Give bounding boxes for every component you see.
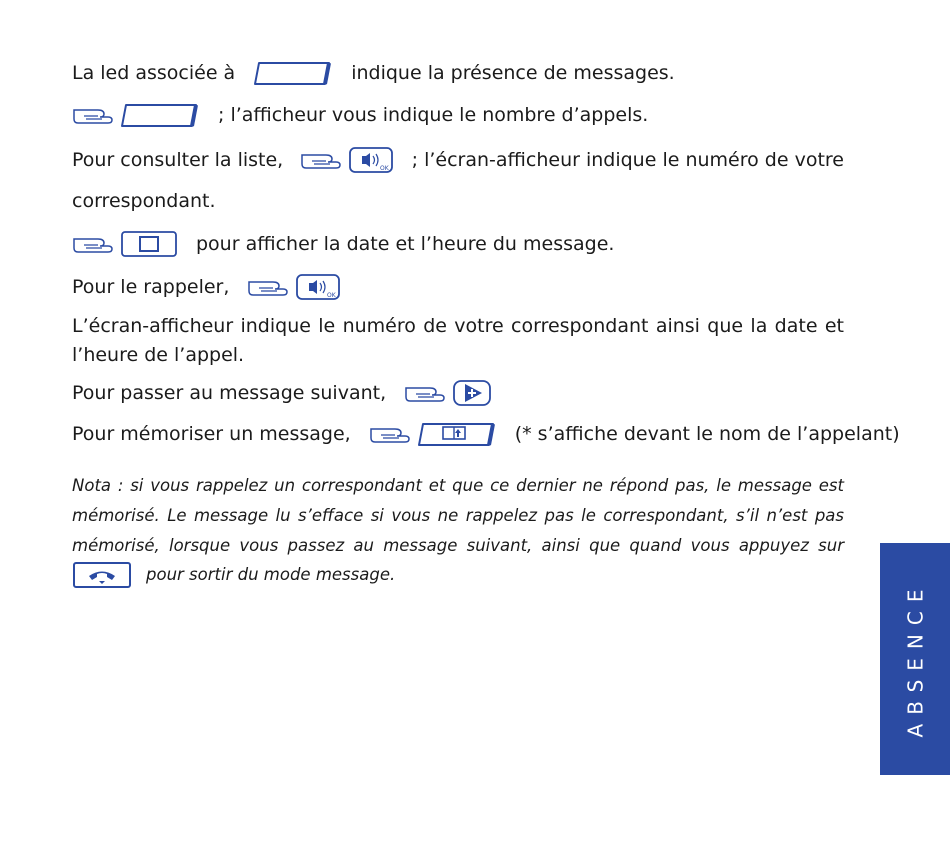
press-hand-icon — [404, 383, 448, 403]
display-info-text: L’écran-afficheur indique le numéro de votre correspondant ainsi que la date et — [72, 315, 844, 337]
nota-text-2: mémorisé. Le message lu s’efface si vous ne rappelez pas le correspondant, s’il n’est pas — [72, 506, 844, 525]
phonebook-key-icon — [417, 420, 497, 448]
paragraph-call-count — [72, 101, 648, 129]
display-info-cont-text: l’heure de l’appel. — [72, 344, 245, 366]
section-tab-label: ABSENCE — [903, 580, 928, 738]
square-bracket-key-icon — [120, 230, 178, 258]
paragraph-led-message — [72, 59, 675, 87]
save-message-text-after: (* s’affiche devant le nom de l’appelant) — [514, 423, 900, 445]
date-time-text: pour afficher la date et l’heure du message. — [196, 233, 615, 255]
paragraph-date-time — [72, 230, 614, 258]
next-message-text: Pour passer au message suivant, — [72, 382, 387, 404]
paragraph-display-info — [72, 312, 844, 341]
led-text: La led associée à — [72, 62, 236, 84]
nota-line-4 — [72, 560, 395, 590]
nota-text-3: mémorisé, lorsque vous passez au message suivant, ainsi que quand vous appuyez sur — [72, 536, 844, 555]
consult-text-after: ; l’écran-afficheur indique le numéro de votre — [411, 149, 844, 171]
nota-text-4: pour sortir du mode message. — [146, 565, 396, 584]
message-key-icon — [253, 59, 333, 87]
nota-line-1 — [72, 471, 844, 501]
svg-text:OK: OK — [327, 292, 337, 299]
led-text-after: indique la présence de messages. — [351, 62, 675, 84]
nota-text-1: Nota : si vous rappelez un correspondant et que ce dernier ne répond pas, le message est — [72, 476, 844, 495]
call-count-text: ; l’afficheur vous indique le nombre d’appels. — [218, 104, 649, 126]
paragraph-save-message — [72, 420, 900, 448]
paragraph-callback — [72, 273, 345, 301]
paragraph-consult-cont — [72, 188, 216, 214]
hang-up-key-icon — [72, 561, 132, 589]
press-hand-icon — [247, 277, 291, 297]
nota-line-2 — [72, 501, 844, 531]
press-hand-icon — [300, 150, 344, 170]
press-hand-icon — [72, 105, 116, 125]
section-tab-absence — [880, 543, 950, 775]
arrow-next-key-icon — [452, 379, 492, 407]
nota-line-3 — [72, 531, 844, 561]
speaker-ok-icon — [348, 146, 394, 174]
paragraph-display-info-cont — [72, 342, 244, 368]
press-hand-icon — [72, 234, 116, 254]
press-hand-icon — [369, 424, 413, 444]
paragraph-consult-list — [72, 146, 844, 174]
callback-text: Pour le rappeler, — [72, 276, 230, 298]
message-key-icon — [120, 101, 200, 129]
speaker-ok-icon — [295, 273, 341, 301]
consult-text: Pour consulter la liste, — [72, 149, 284, 171]
paragraph-next-message — [72, 379, 496, 407]
save-message-text: Pour mémoriser un message, — [72, 423, 351, 445]
svg-text:OK: OK — [380, 165, 390, 172]
consult-cont-text: correspondant. — [72, 190, 216, 212]
